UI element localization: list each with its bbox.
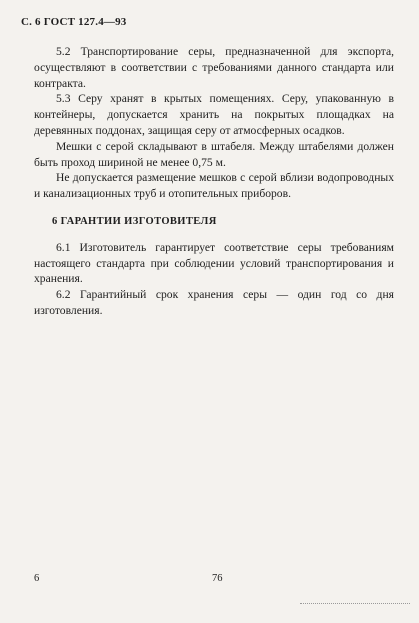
page-number: 76 [212,573,223,584]
section-heading-6: 6 ГАРАНТИИ ИЗГОТОВИТЕЛЯ [52,215,217,227]
paragraph-6-1: 6.1 Изготовитель гарантирует соответствие серы требованиям настоящего стандарта при соблюдении условий транспортирования и хранения. [34,240,394,286]
paragraph-5-3: 5.3 Серу хранят в крытых помещениях. Серу, упакованную в контейнеры, допускается хранить на покрытых площадках на деревянных поддонах, защищая серу от атмосферных осадков. [34,92,394,137]
scan-artifact [300,603,410,606]
paragraph-5-2: 5.2 Транспортирование серы, предназначенной для экспорта, осуществляют в соответствии с требованиями данного стандарта или контракта. [34,45,394,90]
page-header: С. 6 ГОСТ 127.4—93 [21,16,127,28]
page-content [34,44,394,319]
paragraph-6-2: 6.2 Гарантийный срок хранения серы — один год со дня изготовления. [34,288,394,317]
paragraph-stacking: Мешки с серой складывают в штабеля. Между штабелями должен быть проход шириной не менее 0,75 м. [34,139,394,169]
paragraph-placement: Не допускается размещение мешков с серой вблизи водопроводных и канализационных труб и отопительных приборов. [34,171,394,201]
footer-left-number: 6 [34,573,40,584]
